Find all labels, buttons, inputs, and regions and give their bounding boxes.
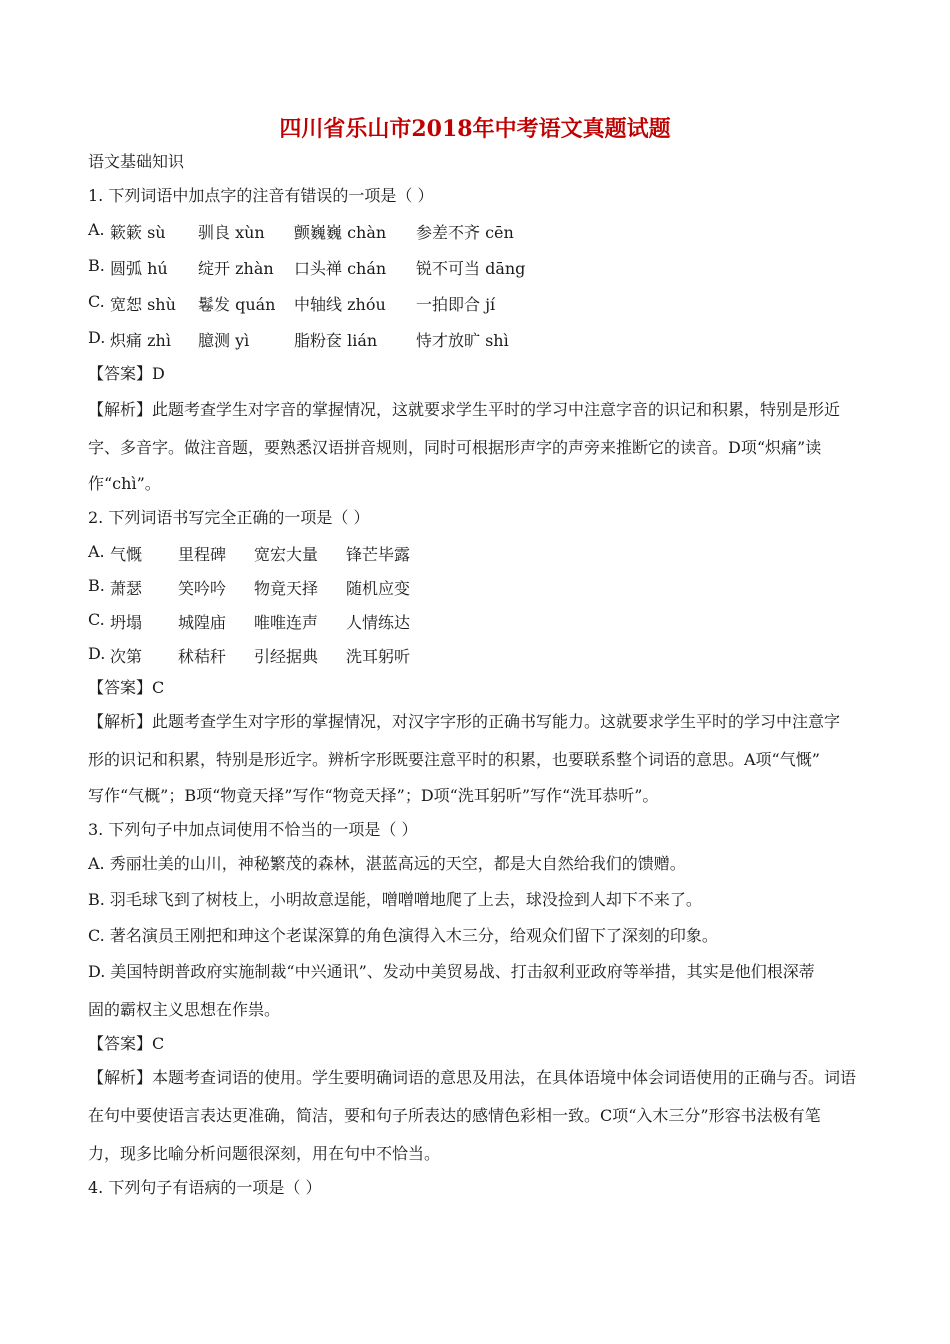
option-item: 随机应变 (346, 579, 411, 598)
option-item: 绽开 zhàn (198, 259, 274, 278)
q3-option-b: B. 羽毛球飞到了树枝上，小明故意逞能，噌噌噌地爬了上去，球没捡到人却下不来了。 (88, 890, 702, 909)
option-item: 萧瑟 (110, 579, 143, 598)
q2-stem: 2. 下列词语书写完全正确的一项是（ ） (88, 508, 370, 527)
option-item: 颤巍巍 chàn (294, 223, 387, 242)
option-label: D. (88, 644, 106, 663)
q3-stem: 3. 下列句子中加点词使用不恰当的一项是（ ） (88, 820, 418, 839)
option-item: 圆弧 hú (110, 259, 168, 278)
option-label: C. (88, 610, 105, 629)
option-label: A. (88, 220, 105, 239)
q2-answer: 【答案】C (88, 678, 165, 697)
option-item: 气慨 (110, 545, 143, 564)
q1-answer: 【答案】D (88, 364, 165, 383)
option-item: 参差不齐 cēn (416, 223, 514, 242)
option-item: 坍塌 (110, 613, 143, 632)
option-label: B. (88, 576, 105, 595)
option-item: 炽痛 zhì (110, 331, 171, 350)
option-item: 里程碑 (178, 545, 227, 564)
option-item: 次第 (110, 647, 143, 666)
option-item: 笑吟吟 (178, 579, 227, 598)
q2-analysis-line: 【解析】此题考查学生对字形的掌握情况，对汉字字形的正确书写能力。这就要求学生平时的学习中注意字 (88, 712, 841, 731)
option-item: 一拍即合 jí (416, 295, 496, 314)
option-item: 物竟天择 (254, 579, 319, 598)
option-item: 口头禅 chán (294, 259, 387, 278)
option-label: A. (88, 542, 105, 561)
document-title: 四川省乐山市2018年中考语文真题试题 (279, 116, 671, 142)
q4-stem: 4. 下列句子有语病的一项是（ ） (88, 1178, 322, 1197)
option-item: 城隍庙 (178, 613, 227, 632)
section-heading: 语文基础知识 (88, 152, 185, 171)
q1-analysis-line: 【解析】此题考查学生对字音的掌握情况，这就要求学生平时的学习中注意字音的识记和积累，特别是形近 (88, 400, 841, 419)
option-item: 洗耳躬听 (346, 647, 411, 666)
option-item: 鬈发 quán (198, 295, 276, 314)
option-label: B. (88, 256, 105, 275)
option-item: 人情练达 (346, 613, 411, 632)
q3-option-a: A. 秀丽壮美的山川，神秘繁茂的森林，湛蓝高远的天空，都是大自然给我们的馈赠。 (88, 854, 686, 873)
option-item: 宽宏大量 (254, 545, 319, 564)
option-item: 臆测 yì (198, 331, 250, 350)
q1-analysis-line: 字、多音字。做注音题，要熟悉汉语拼音规则，同时可根据形声字的声旁来推断它的读音。D项“炽痛”读 (88, 438, 822, 457)
q2-analysis-line: 写作“气概”；B项“物竟天择”写作“物竞天择”；D项“洗耳躬听”写作“洗耳恭听”。 (88, 786, 659, 805)
option-item: 恃才放旷 shì (416, 331, 509, 350)
q1-analysis-line: 作“chì”。 (88, 474, 161, 493)
q3-option-d: D. 美国特朗普政府实施制裁“中兴通讯”、发动中美贸易战、打击叙利亚政府等举措，其实是他们根深蒂 (88, 962, 815, 981)
q1-stem: 1. 下列词语中加点字的注音有错误的一项是（ ） (88, 186, 434, 205)
option-item: 簌簌 sù (110, 223, 166, 242)
q3-answer: 【答案】C (88, 1034, 165, 1053)
q3-option-c: C. 著名演员王刚把和珅这个老谋深算的角色演得入木三分，给观众们留下了深刻的印象。 (88, 926, 718, 945)
option-item: 引经据典 (254, 647, 319, 666)
q3-analysis-line: 在句中要使语言表达更准确，简洁，要和句子所表达的感情色彩相一致。C项“入木三分”形容书法极有笔 (88, 1106, 821, 1125)
option-item: 驯良 xùn (198, 223, 265, 242)
q3-analysis-line: 力，现多比喻分析问题很深刻，用在句中不恰当。 (88, 1144, 441, 1163)
q3-analysis-line: 【解析】本题考查词语的使用。学生要明确词语的意思及用法，在具体语境中体会词语使用的正确与否。词语 (88, 1068, 857, 1087)
option-item: 锐不可当 dāng (416, 259, 526, 278)
q3-option-d-continued: 固的霸权主义思想在作祟。 (88, 1000, 281, 1019)
q2-analysis-line: 形的识记和积累，特别是形近字。辨析字形既要注意平时的积累，也要联系整个词语的意思。A项“气慨” (88, 750, 820, 769)
option-item: 脂粉奁 lián (294, 331, 378, 350)
option-item: 中轴线 zhóu (294, 295, 386, 314)
option-item: 唯唯连声 (254, 613, 319, 632)
option-label: D. (88, 328, 106, 347)
option-label: C. (88, 292, 105, 311)
option-item: 宽恕 shù (110, 295, 176, 314)
option-item: 秫秸秆 (178, 647, 227, 666)
option-item: 锋芒毕露 (346, 545, 411, 564)
